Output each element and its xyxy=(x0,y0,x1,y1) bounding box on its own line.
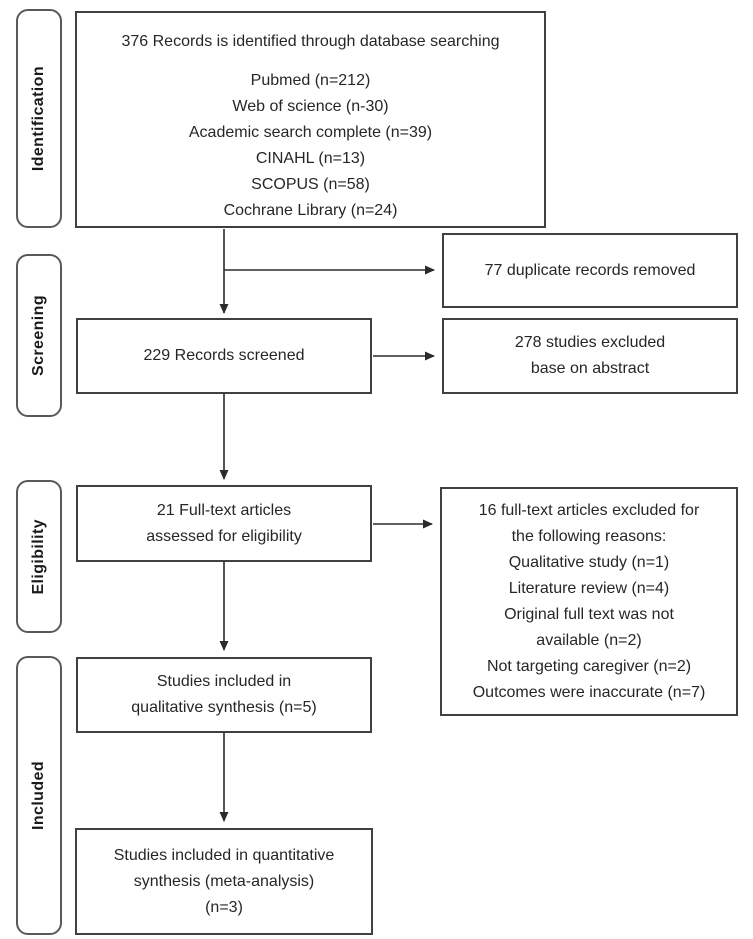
fulltext-excluded-reason-qualitative-study: Qualitative study (n=1) xyxy=(508,553,670,571)
source-web-of-science: Web of science (n-30) xyxy=(232,98,389,115)
source-pubmed: Pubmed (n=212) xyxy=(250,72,371,89)
excluded-abstract-line1: 278 studies excluded xyxy=(514,334,666,351)
stage-included-label: Included xyxy=(30,761,47,830)
qualitative-synthesis-line1: Studies included in xyxy=(156,673,292,690)
fulltext-excluded-reason-no-fulltext-2: available (n=2) xyxy=(536,631,642,649)
box-duplicates-removed xyxy=(442,233,738,308)
stage-screening-label: Screening xyxy=(30,295,47,376)
quantitative-synthesis-line3: (n=3) xyxy=(205,898,243,916)
duplicates-removed-text: 77 duplicate records removed xyxy=(484,261,696,279)
stage-identification xyxy=(16,9,62,228)
fulltext-excluded-line1: 16 full-text articles excluded for xyxy=(478,501,700,519)
fulltext-excluded-reason-no-fulltext-1: Original full text was not xyxy=(504,605,674,623)
stage-included xyxy=(16,656,62,935)
fulltext-excluded-line2: the following reasons: xyxy=(511,527,667,545)
box-quantitative-synthesis xyxy=(75,828,373,935)
quantitative-synthesis-line2: synthesis (meta-analysis) xyxy=(133,872,315,890)
excluded-abstract-line2: base on abstract xyxy=(530,360,650,377)
quantitative-synthesis-line1: Studies included in quantitative xyxy=(113,846,335,864)
source-academic-search-complete: Academic search complete (n=39) xyxy=(188,124,433,141)
source-cinahl: CINAHL (n=13) xyxy=(255,150,366,167)
source-scopus: SCOPUS (n=58) xyxy=(251,176,370,193)
box-qualitative-synthesis xyxy=(76,657,372,733)
box-excluded-abstract xyxy=(442,318,738,394)
box-records-identified xyxy=(75,11,546,228)
qualitative-synthesis-line2: qualitative synthesis (n=5) xyxy=(131,699,317,716)
fulltext-excluded-reason-literature-review: Literature review (n=4) xyxy=(508,579,670,597)
box-fulltext-assessed xyxy=(76,485,372,562)
source-cochrane-library: Cochrane Library (n=24) xyxy=(223,202,398,219)
records-identified-title: 376 Records is identified through database searching xyxy=(121,33,500,50)
fulltext-assessed-line2: assessed for eligibility xyxy=(146,527,302,545)
stage-eligibility xyxy=(16,480,62,633)
stage-identification-label: Identification xyxy=(30,65,47,172)
fulltext-assessed-line1: 21 Full-text articles xyxy=(156,501,292,519)
fulltext-excluded-reason-not-caregiver: Not targeting caregiver (n=2) xyxy=(486,657,692,675)
stage-eligibility-label: Eligibility xyxy=(30,518,47,595)
box-fulltext-excluded xyxy=(440,487,738,716)
records-screened-text: 229 Records screened xyxy=(143,347,305,364)
stage-screening xyxy=(16,254,62,417)
box-records-screened xyxy=(76,318,372,394)
fulltext-excluded-reason-outcomes-inaccurate: Outcomes were inaccurate (n=7) xyxy=(472,683,706,701)
